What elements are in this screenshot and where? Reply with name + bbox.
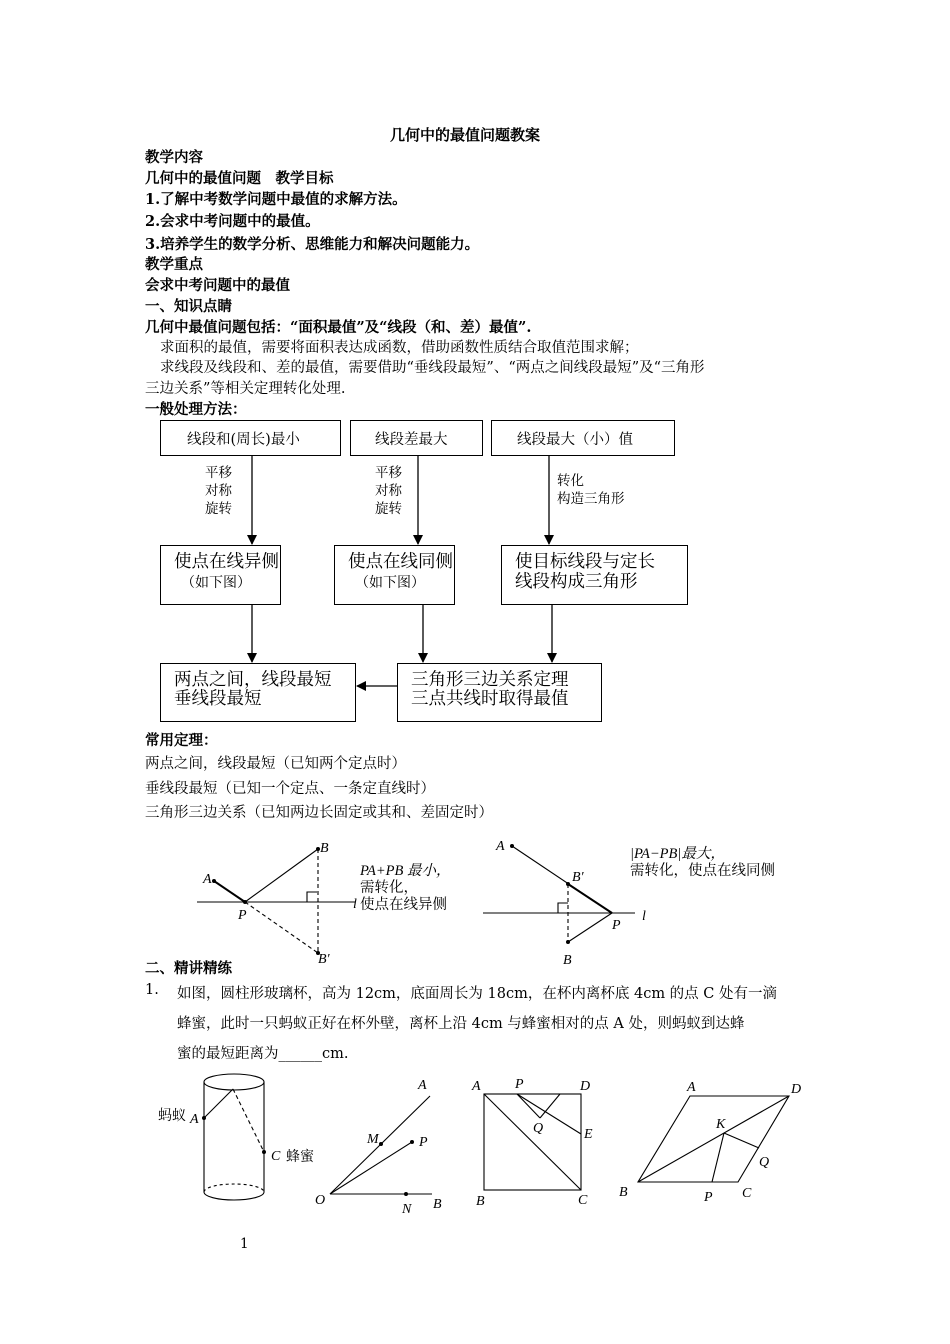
fig-left-seg-PBprime <box>245 902 318 953</box>
fig-para-label-C: C <box>742 1186 752 1201</box>
theorem-1: 两点之间，线段最短（已知两个定点时） <box>145 756 406 772</box>
section-teaching-content: 教学内容 <box>145 149 203 166</box>
fig-cylinder-point-C <box>262 1150 266 1154</box>
fig-right-note-line1: |PA−PB|最大， <box>630 846 725 862</box>
fig-left-point-A <box>212 879 216 883</box>
flow-arrows <box>252 456 552 686</box>
paragraph-segment-line2: 三边关系”等相关定理转化处理. <box>145 381 346 397</box>
fig-square-diagonal-AC <box>484 1094 581 1190</box>
fig-left-points <box>212 847 320 955</box>
fig-cylinder-top <box>204 1074 264 1090</box>
fig-cylinder-bottom-back <box>204 1184 264 1192</box>
fig-para-label-D: D <box>791 1082 802 1097</box>
fig-angle-label-O: O <box>315 1193 326 1208</box>
page-title: 几何中的最值问题教案 <box>390 126 541 144</box>
fig-left-note-line3: 使点在线异侧 <box>360 897 447 913</box>
fig-para-label-Q: Q <box>759 1155 770 1170</box>
fig-angle-point-P <box>410 1140 414 1144</box>
fig-para-label-P: P <box>704 1190 713 1205</box>
part1-heading: 一、知识点睛 <box>145 298 232 315</box>
goal-1: 1.了解中考数学问题中最值的求解方法。 <box>145 191 407 208</box>
fig-angle-label-P: P <box>419 1135 428 1150</box>
fig-square-label-E: E <box>584 1127 593 1142</box>
fig-right-point-B <box>566 940 570 944</box>
op-rotate-2: 旋转 <box>375 501 402 517</box>
fig-left-label-A: A <box>203 872 212 887</box>
fig-square-label-P: P <box>515 1077 524 1092</box>
goal-2: 2.会求中考问题中的最值。 <box>145 213 320 230</box>
problem1-line2: 蜂蜜，此时一只蚂蚁正好在杯外壁，离杯上沿 4cm 与蜂蜜相对的点 A 处，则蚂蚁到达蜂 <box>177 1016 745 1032</box>
fig-cylinder <box>204 1074 264 1200</box>
goal-3: 3.培养学生的数学分析、思维能力和解决问题能力。 <box>145 236 480 253</box>
fig-right-label-B: B <box>563 953 572 968</box>
problem1-number: 1. <box>145 982 159 998</box>
op-translate: 平移 <box>205 465 232 481</box>
fig-right-seg-BP <box>568 913 612 942</box>
flow-box-opposite-side-sub: （如下图） <box>181 575 251 591</box>
fig-para-label-A: A <box>687 1080 696 1095</box>
fig-right-seg-BprimeP <box>568 884 612 913</box>
part1-intro: 几何中最值问题包括：“面积最值”及“线段（和、差）最值”. <box>145 319 532 336</box>
theorems-heading: 常用定理： <box>145 732 218 749</box>
fig-left-label-B: B <box>320 841 329 856</box>
fig-cylinder-bottom-front <box>204 1192 264 1200</box>
fig-cylinder-ant-label: 蚂蚁 <box>158 1108 186 1124</box>
op-reflect-2: 对称 <box>375 483 402 499</box>
flow-box-diff-max-label: 线段差最大 <box>375 432 448 448</box>
flow-box-triangle-theorem-line1: 三角形三边关系定理 <box>411 670 569 690</box>
fig-left-seg-AP <box>214 881 245 902</box>
fig-left-label-P: P <box>238 908 247 923</box>
fig-left-label-Bprime: B′ <box>318 952 330 967</box>
flow-box-segment-extreme-label: 线段最大（小）值 <box>517 432 633 448</box>
fig-angle-point-N <box>404 1192 408 1196</box>
fig-cylinder-point-A <box>202 1116 206 1120</box>
fig-angle-label-M: M <box>367 1132 379 1147</box>
flow-box-same-side-sub: （如下图） <box>355 575 425 591</box>
fig-angle-point-M <box>379 1142 383 1146</box>
fig-left-label-l: l <box>353 897 357 912</box>
flow-box-shortest-line1: 两点之间，线段最短 <box>174 670 332 690</box>
fig-square-seg-PE <box>517 1094 581 1134</box>
fig-cylinder-path-dashed <box>233 1089 264 1152</box>
op-translate-2: 平移 <box>375 465 402 481</box>
fig-parallelogram-seg-KP <box>712 1133 724 1182</box>
paragraph-segment-line1: 求线段及线段和、差的最值，需要借助“垂线段最短”、“两点之间线段最短”及“三角形 <box>160 360 705 376</box>
fig-square-label-A: A <box>472 1079 481 1094</box>
fig-left-note-line2: 需转化， <box>360 880 418 896</box>
fig-square <box>484 1094 581 1190</box>
key-heading: 教学重点 <box>145 256 203 273</box>
fig-right-point-Bprime <box>566 882 570 886</box>
flow-box-shortest-line2: 垂线段最短 <box>174 689 262 709</box>
page-number: 1 <box>240 1236 249 1252</box>
flow-box-sum-min-label: 线段和(周长)最小 <box>187 432 300 448</box>
fig-left-note-line1: PA+PB 最小， <box>360 863 451 879</box>
flow-box-form-triangle-line2: 线段构成三角形 <box>515 572 638 592</box>
fig-angle-label-N: N <box>402 1202 412 1217</box>
fig-right-points <box>510 844 570 944</box>
fig-right-label-A: A <box>496 839 505 854</box>
fig-left-diagram <box>197 849 355 953</box>
flow-box-opposite-side-label: 使点在线异侧 <box>174 552 279 572</box>
fig-para-label-K: K <box>716 1117 726 1132</box>
fig-cylinder-label-C: C <box>271 1149 281 1164</box>
theorem-3: 三角形三边关系（已知两边长固定或其和、差固定时） <box>145 805 493 821</box>
fig-square-label-Q: Q <box>533 1121 544 1136</box>
flow-box-same-side-label: 使点在线同侧 <box>348 552 453 572</box>
paragraph-area: 求面积的最值，需要将面积表达成函数，借助函数性质结合取值范围求解； <box>160 340 639 356</box>
fig-cylinder-honey-label: 蜂蜜 <box>286 1149 314 1165</box>
part2-heading: 二、精讲精练 <box>145 960 232 977</box>
fig-square-label-D: D <box>580 1079 591 1094</box>
fig-angle-label-A: A <box>418 1078 427 1093</box>
key-text: 会求中考问题中的最值 <box>145 277 290 294</box>
fig-angle-ray-OP <box>330 1142 412 1194</box>
fig-right-label-Bprime: B′ <box>572 870 584 885</box>
fig-cylinder-path-solid <box>204 1089 233 1118</box>
fig-left-right-angle <box>307 892 317 902</box>
theorem-2: 垂线段最短（已知一个定点、一条定直线时） <box>145 781 435 797</box>
method-heading: 一般处理方法： <box>145 401 247 418</box>
problem1-line3: 蜜的最短距离为______cm. <box>177 1046 349 1062</box>
flow-box-form-triangle-line1: 使目标线段与定长 <box>515 552 655 572</box>
fig-angle-label-B: B <box>433 1197 442 1212</box>
fig-square-label-C: C <box>578 1193 588 1208</box>
problem1-line1: 如图，圆柱形玻璃杯，高为 12cm，底面周长为 18cm，在杯内离杯底 4cm 的点 C 处有一滴 <box>177 986 777 1002</box>
op-transform: 转化 <box>557 473 584 489</box>
topic-line: 几何中的最值问题 教学目标 <box>145 170 334 187</box>
fig-square-label-B: B <box>476 1194 485 1209</box>
fig-left-point-P <box>243 900 247 904</box>
fig-right-point-A <box>510 844 514 848</box>
op-rotate: 旋转 <box>205 501 232 517</box>
op-reflect: 对称 <box>205 483 232 499</box>
fig-right-label-P: P <box>612 918 621 933</box>
fig-right-note-line2: 需转化，使点在线同侧 <box>630 863 775 879</box>
fig-right-right-angle <box>558 903 568 913</box>
fig-parallelogram-seg-KQ <box>724 1133 759 1148</box>
fig-right-label-l: l <box>642 909 646 924</box>
op-construct-triangle: 构造三角形 <box>557 491 625 507</box>
fig-para-label-B: B <box>619 1185 628 1200</box>
fig-cylinder-label-A: A <box>190 1112 199 1127</box>
fig-angle-points <box>379 1140 414 1196</box>
flow-box-triangle-theorem-line2: 三点共线时取得最值 <box>411 689 569 709</box>
